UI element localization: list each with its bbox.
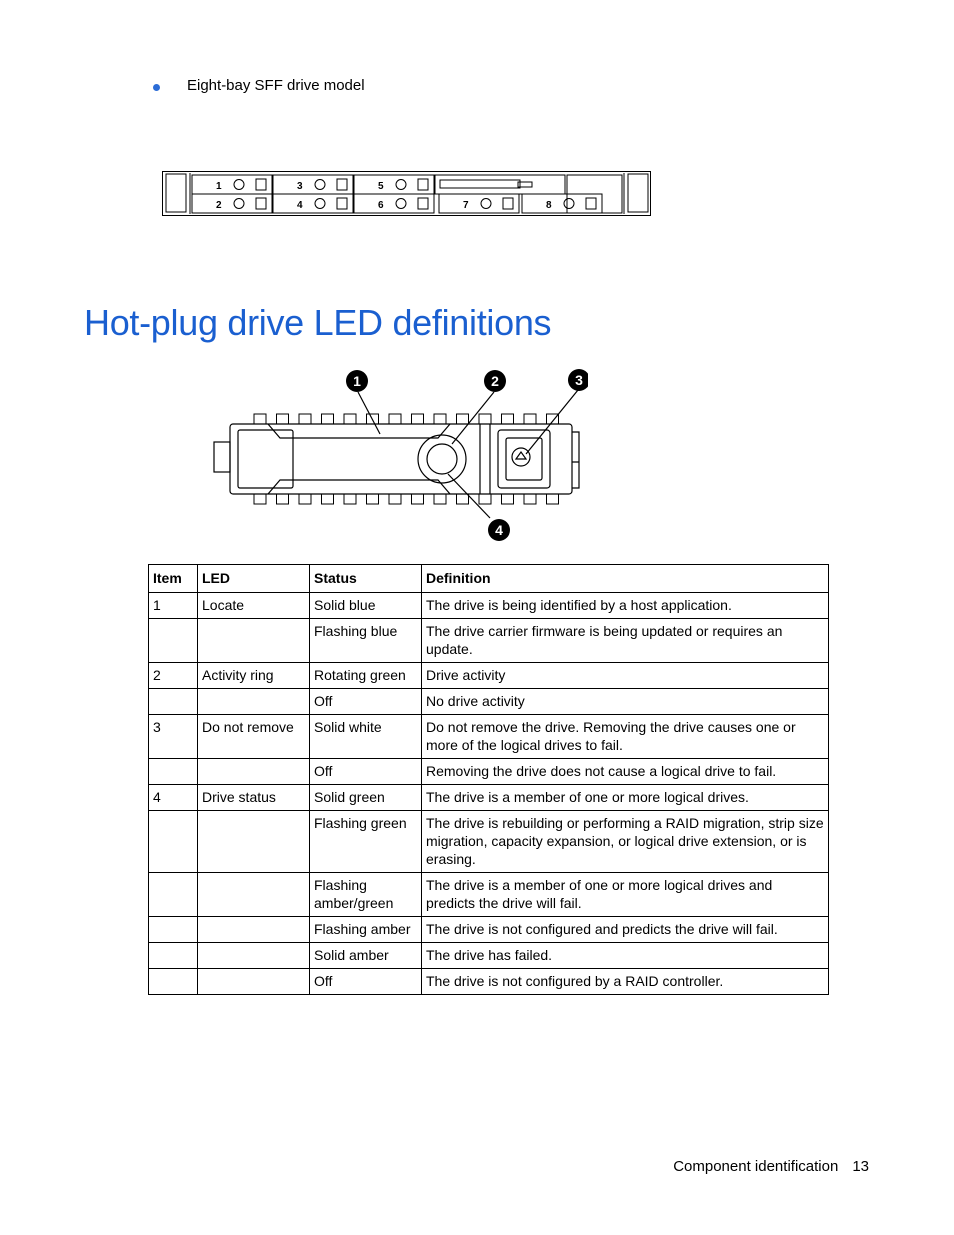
callout-line-2 <box>452 392 494 444</box>
carrier-vent-tooth <box>389 414 401 424</box>
bay-remove-button-icon <box>337 179 347 190</box>
carrier-latch <box>214 442 230 472</box>
cell-item <box>149 917 198 943</box>
bay-number: 6 <box>378 200 384 211</box>
cell-status: Flashing blue <box>310 619 422 663</box>
cell-definition: The drive is a member of one or more logical drives and predicts the drive will fail. <box>422 873 829 917</box>
cell-definition: Removing the drive does not cause a logical drive to fail. <box>422 759 829 785</box>
cell-item <box>149 943 198 969</box>
table-row <box>149 785 829 811</box>
cell-led: Do not remove <box>198 715 310 759</box>
bay-number: 5 <box>378 181 384 192</box>
carrier-vent-tooth <box>299 414 311 424</box>
carrier-vent-tooth <box>479 414 491 424</box>
carrier-vent-tooth <box>479 494 491 504</box>
carrier-vent-tooth <box>322 494 334 504</box>
cell-definition: Drive activity <box>422 663 829 689</box>
cell-item: 3 <box>149 715 198 759</box>
cell-status: Flashing amber <box>310 917 422 943</box>
cell-status: Solid amber <box>310 943 422 969</box>
header-item: Item <box>149 565 198 593</box>
cell-led <box>198 759 310 785</box>
cell-status: Solid white <box>310 715 422 759</box>
cell-led: Drive status <box>198 785 310 811</box>
carrier-vent-tooth <box>299 494 311 504</box>
page-number: 13 <box>852 1158 869 1175</box>
cell-led <box>198 689 310 715</box>
drive-bay-8 <box>522 194 602 213</box>
bay-number: 8 <box>546 200 552 211</box>
table-header-row <box>149 565 829 593</box>
cell-status: Off <box>310 969 422 995</box>
bay-activity-ring-icon <box>315 180 325 190</box>
cell-definition: Do not remove the drive. Removing the drive causes one or more of the logical drives to fail. <box>422 715 829 759</box>
bay-activity-ring-icon <box>396 180 406 190</box>
cell-led <box>198 943 310 969</box>
table-row <box>149 593 829 619</box>
table-row <box>149 619 829 663</box>
cell-status: Off <box>310 689 422 715</box>
cell-item <box>149 759 198 785</box>
bay-activity-ring-icon <box>315 199 325 209</box>
cell-item <box>149 873 198 917</box>
bay-activity-ring-icon <box>396 199 406 209</box>
activity-ring <box>418 435 466 483</box>
optical-drive-bay <box>435 175 565 194</box>
header-definition: Definition <box>422 565 829 593</box>
cell-status: Rotating green <box>310 663 422 689</box>
drive-bay-1 <box>192 175 272 194</box>
carrier-vent-tooth <box>389 494 401 504</box>
header-led: LED <box>198 565 310 593</box>
footer-section-name: Component identification <box>673 1158 839 1175</box>
bay-activity-ring-icon <box>481 199 491 209</box>
bay-remove-button-icon <box>418 198 428 209</box>
svg-text:2: 2 <box>491 373 499 389</box>
drive-carrier-illustration <box>208 366 588 544</box>
carrier-vent-tooth <box>457 414 469 424</box>
callout-4 <box>488 519 510 541</box>
table-row <box>149 759 829 785</box>
do-not-remove-icon <box>512 448 530 466</box>
bay-remove-button-icon <box>256 179 266 190</box>
drive-bay-4 <box>273 194 353 213</box>
callout-3 <box>568 369 588 391</box>
cell-item <box>149 969 198 995</box>
cell-item: 1 <box>149 593 198 619</box>
bay-remove-button-icon <box>418 179 428 190</box>
cell-led: Locate <box>198 593 310 619</box>
bay-remove-button-icon <box>337 198 347 209</box>
eight-bay-chassis-illustration <box>162 170 652 218</box>
carrier-vent-tooth <box>344 494 356 504</box>
svg-text:4: 4 <box>495 522 503 538</box>
cell-item: 2 <box>149 663 198 689</box>
table-row <box>149 663 829 689</box>
cell-definition: The drive carrier firmware is being updated or requires an update. <box>422 619 829 663</box>
callout-line-1 <box>358 392 380 434</box>
cell-status: Flashing amber/green <box>310 873 422 917</box>
cell-item <box>149 689 198 715</box>
bay-activity-ring-icon <box>564 199 574 209</box>
right-rack-ear <box>628 174 648 212</box>
cell-led <box>198 619 310 663</box>
cell-definition: The drive is rebuilding or performing a RAID migration, strip size migration, capacity expansion, or logical drive extension, or is erasing. <box>422 811 829 873</box>
carrier-vent-tooth <box>502 494 514 504</box>
header-status: Status <box>310 565 422 593</box>
bay-remove-button-icon <box>503 198 513 209</box>
bay-activity-ring-icon <box>234 180 244 190</box>
cell-definition: The drive is not configured by a RAID controller. <box>422 969 829 995</box>
carrier-vent-tooth <box>524 494 536 504</box>
table-row <box>149 969 829 995</box>
carrier-vent-tooth <box>277 414 289 424</box>
carrier-vent-tooth <box>254 414 266 424</box>
table-body <box>149 593 829 995</box>
bay-remove-button-icon <box>586 198 596 209</box>
carrier-vent-tooth <box>254 494 266 504</box>
cell-led <box>198 811 310 873</box>
callout-line-3 <box>526 390 578 454</box>
bullet-text: Eight-bay SFF drive model <box>187 77 365 94</box>
carrier-vent-tooth <box>412 414 424 424</box>
table-row <box>149 943 829 969</box>
svg-text:1: 1 <box>353 373 361 389</box>
carrier-vent-tooth <box>524 414 536 424</box>
drive-bay-2 <box>192 194 272 213</box>
callout-line-4 <box>448 474 490 518</box>
table-row <box>149 811 829 873</box>
callout-2 <box>484 370 506 392</box>
carrier-vent-tooth <box>367 494 379 504</box>
bay-number: 4 <box>297 200 303 211</box>
bay-activity-ring-icon <box>234 199 244 209</box>
led-definitions-table <box>148 564 829 995</box>
drive-bay-6 <box>354 194 434 213</box>
cell-status: Solid green <box>310 785 422 811</box>
cell-item <box>149 811 198 873</box>
cell-definition: No drive activity <box>422 689 829 715</box>
cell-definition: The drive is a member of one or more logical drives. <box>422 785 829 811</box>
bullet-icon <box>153 84 160 91</box>
carrier-vent-tooth <box>322 414 334 424</box>
cell-status: Flashing green <box>310 811 422 873</box>
table-row <box>149 917 829 943</box>
left-rack-ear <box>166 174 186 212</box>
drive-bay-7 <box>439 194 519 213</box>
carrier-vent-tooth <box>434 494 446 504</box>
carrier-vent-tooth <box>412 494 424 504</box>
bay-number: 3 <box>297 181 303 192</box>
cell-definition: The drive is being identified by a host application. <box>422 593 829 619</box>
bay-number: 1 <box>216 181 222 192</box>
cell-status: Solid blue <box>310 593 422 619</box>
drive-bay-5 <box>354 175 434 194</box>
table-row <box>149 689 829 715</box>
carrier-vent-tooth <box>434 414 446 424</box>
page-footer <box>673 1158 869 1175</box>
callout-1 <box>346 370 368 392</box>
cell-status: Off <box>310 759 422 785</box>
cell-led: Activity ring <box>198 663 310 689</box>
carrier-vent-tooth <box>502 414 514 424</box>
carrier-vent-tooth <box>277 494 289 504</box>
bay-number: 7 <box>463 200 469 211</box>
drive-bay-3 <box>273 175 353 194</box>
table-row <box>149 715 829 759</box>
cell-item: 4 <box>149 785 198 811</box>
bay-remove-button-icon <box>256 198 266 209</box>
section-title: Hot-plug drive LED definitions <box>84 302 552 343</box>
carrier-vent-tooth <box>547 494 559 504</box>
cell-led <box>198 873 310 917</box>
carrier-vent-tooth <box>457 494 469 504</box>
cell-led <box>198 969 310 995</box>
table-row <box>149 873 829 917</box>
release-lever-outline <box>268 424 450 494</box>
drive-bays <box>192 175 602 213</box>
carrier-vent-tooth <box>344 414 356 424</box>
cell-definition: The drive has failed. <box>422 943 829 969</box>
cell-led <box>198 917 310 943</box>
bay-number: 2 <box>216 200 222 211</box>
cell-item <box>149 619 198 663</box>
svg-text:3: 3 <box>575 372 583 388</box>
cell-definition: The drive is not configured and predicts the drive will fail. <box>422 917 829 943</box>
